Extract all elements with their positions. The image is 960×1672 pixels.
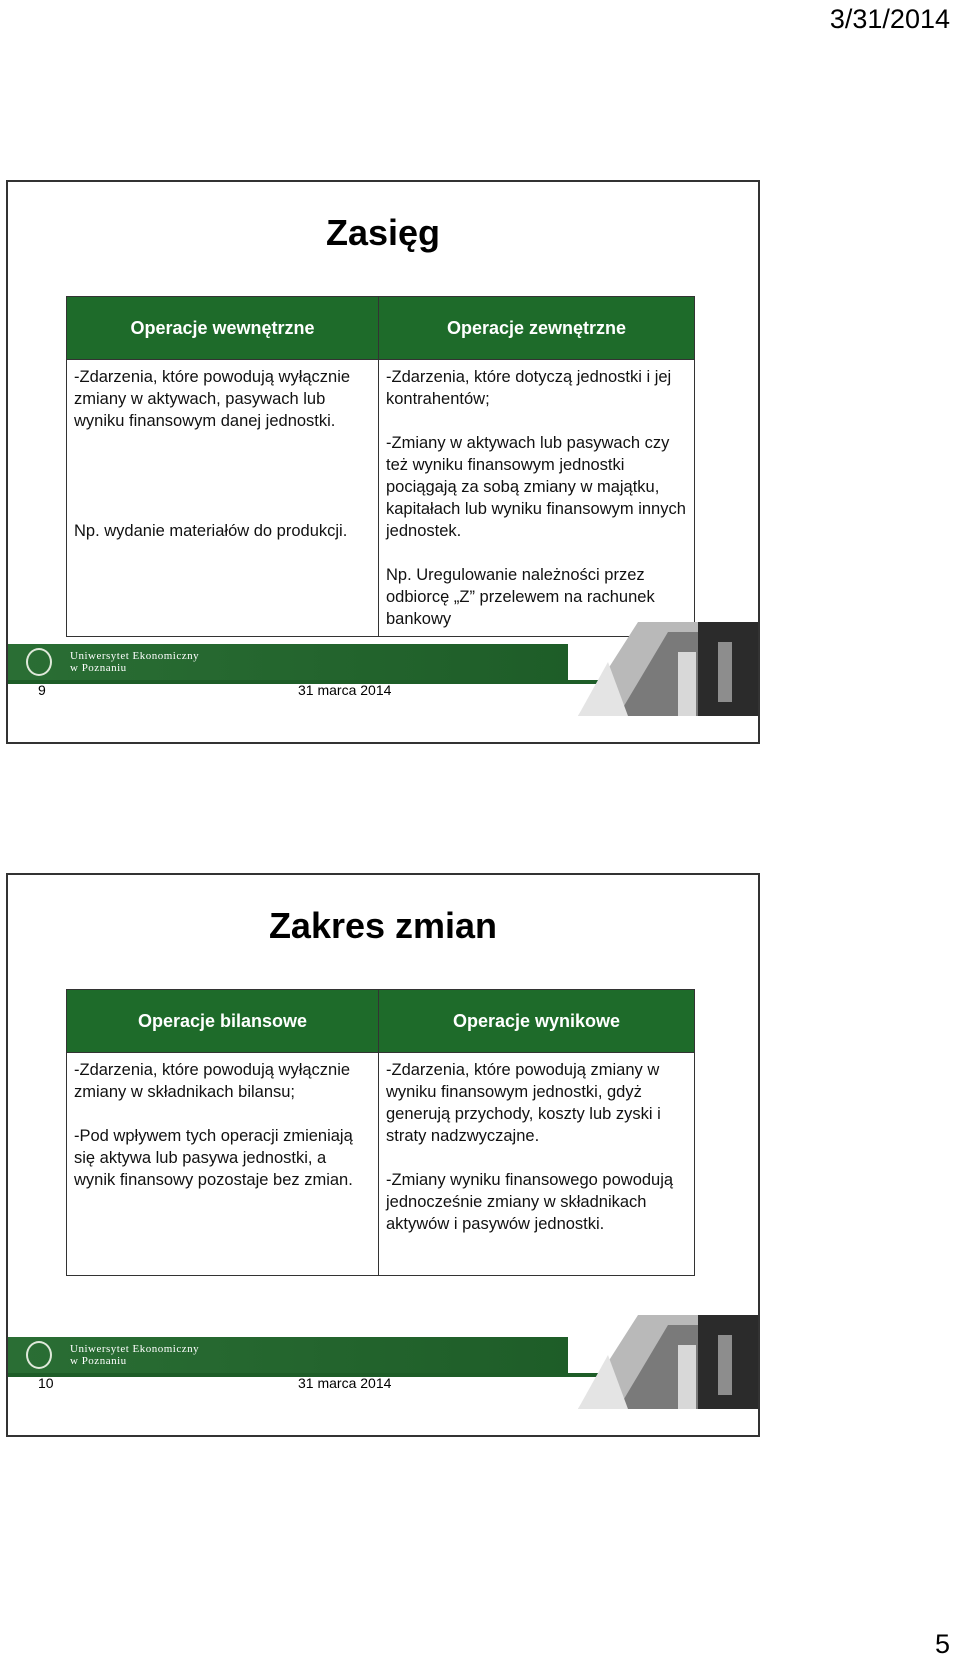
page-number: 5 [934, 1629, 950, 1659]
external-cell [379, 360, 695, 637]
slide-number: 9 [38, 682, 46, 698]
slide-date: 31 marca 2014 [298, 682, 392, 698]
internal-example: Np. wydanie materiałów do produkcji. [74, 522, 348, 540]
slide-date: 31 marca 2014 [298, 1375, 392, 1391]
page-date: 3/31/2014 [829, 4, 950, 34]
balance-description: -Zdarzenia, które powodują wyłącznie zmiany w składnikach bilansu; [74, 1061, 351, 1101]
internal-cell [67, 360, 379, 637]
slide-number: 10 [38, 1375, 54, 1391]
building-photo [578, 622, 758, 716]
column-header-balance: Operacje bilansowe [67, 990, 379, 1053]
building-photo [578, 1315, 758, 1409]
operations-table [66, 296, 695, 637]
external-description: -Zdarzenia, które dotyczą jednostki i jej kontrahentów; [386, 368, 672, 408]
internal-description: -Zdarzenia, które powodują wyłącznie zmiany w aktywach, pasywach lub wyniku finansowym danej jednostki. [74, 368, 351, 430]
column-header-external: Operacje zewnętrzne [379, 297, 695, 360]
result-effect: -Zmiany wyniku finansowego powodują jednocześnie zmiany w składnikach aktywów i pasywów jednostki. [386, 1171, 674, 1233]
operations-table [66, 989, 695, 1276]
column-header-result: Operacje wynikowe [379, 990, 695, 1053]
university-name: Uniwersytet Ekonomiczny w Poznaniu [70, 650, 200, 674]
university-logo-icon [26, 1341, 52, 1369]
university-name: Uniwersytet Ekonomiczny w Poznaniu [70, 1343, 200, 1367]
balance-cell [67, 1053, 379, 1276]
slide-title: Zakres zmian [268, 905, 498, 946]
external-changes: -Zmiany w aktywach lub pasywach czy też wyniku finansowym jednostki pociągają za sobą zmiany w majątku, kapitałach lub wyniku finansowym innych jednostek. [386, 434, 686, 540]
slide-9 [6, 180, 760, 744]
slide-10 [6, 873, 760, 1437]
external-example: Np. Uregulowanie należności przez odbiorcę „Z” przelewem na rachunek bankowy [386, 566, 655, 628]
result-description: -Zdarzenia, które powodują zmiany w wyniku finansowym jednostki, gdyż generują przychody, koszty lub zyski i straty nadzwyczajne. [386, 1061, 661, 1145]
slide-title: Zasięg [325, 212, 441, 253]
balance-effect: -Pod wpływem tych operacji zmieniają się aktywa lub pasywa jednostki, a wynik finansowy pozostaje bez zmian. [74, 1127, 353, 1189]
result-cell [379, 1053, 695, 1276]
column-header-internal: Operacje wewnętrzne [67, 297, 379, 360]
university-logo-icon [26, 648, 52, 676]
